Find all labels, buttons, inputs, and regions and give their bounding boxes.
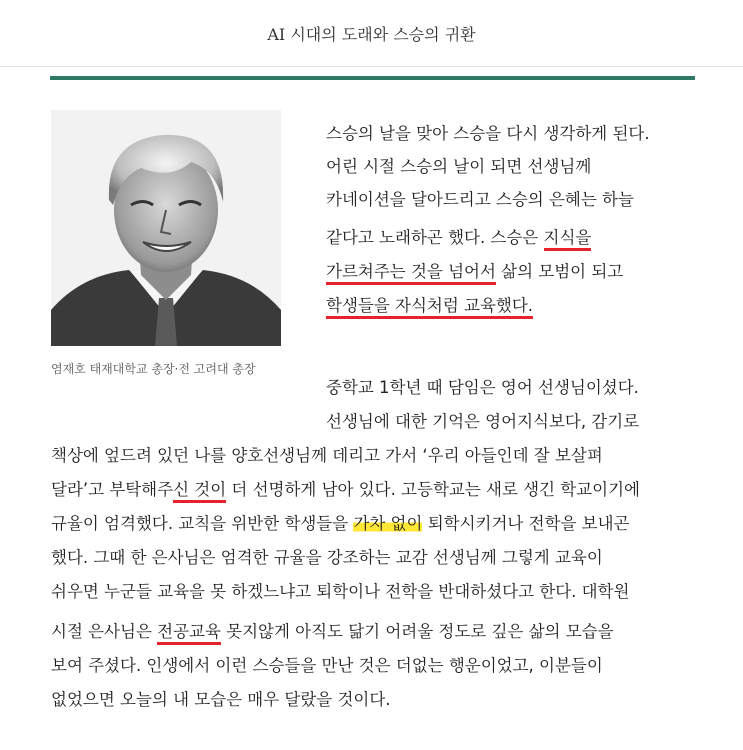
- red-underline-text: 가르쳐주는 것을 넘어서: [326, 262, 496, 285]
- text-segment: 규율이 엄격했다. 교칙을 위반한 학생들을: [51, 514, 354, 533]
- red-underline-text: 지식을: [544, 228, 592, 251]
- yellow-highlight-text: 가차 없이: [353, 514, 423, 533]
- paragraph2-line9: 보여 주셨다. 인생에서 이런 스승들을 만난 것은 더없는 행운이었고, 이분들이: [51, 656, 603, 675]
- page-title: AI 시대의 도래와 스승의 귀환: [267, 25, 476, 44]
- paragraph2-line6: 했다. 그때 한 은사님은 엄격한 규율을 강조하는 교감 선생님께 그렇게 교육이: [51, 548, 603, 567]
- text-segment: 같다고 노래하곤 했다. 스승은: [326, 228, 544, 247]
- paragraph2-line2: 선생님에 대한 기억은 영어지식보다, 감기로: [326, 412, 640, 431]
- portrait-image: [51, 110, 281, 346]
- red-underline-text: 신 것이: [173, 480, 226, 503]
- photo-caption: 염재호 태재대학교 총장·전 고려대 총장: [51, 362, 256, 376]
- header: [0, 0, 743, 67]
- paragraph2-line8: [51, 622, 614, 642]
- text-segment: 못지않게 아직도 닮기 어려울 정도로 깊은 삶의 모습을: [220, 622, 614, 641]
- paragraph2-line3: 책상에 엎드려 있던 나를 양호선생님께 데리고 가서 ‘우리 아들인데 잘 보살펴: [51, 446, 603, 465]
- paragraph1-line4: [326, 228, 591, 248]
- red-underline-text: 전공교육: [157, 622, 221, 645]
- accent-bar: [50, 76, 695, 80]
- paragraph2-line10: 없었으면 오늘의 내 모습은 매우 달랐을 것이다.: [51, 690, 391, 709]
- paragraph1-line1: 스승의 날을 맞아 스승을 다시 생각하게 된다.: [326, 124, 650, 143]
- text-segment: 삶의 모범이 되고: [495, 262, 624, 281]
- paragraph1-line3: 카네이션을 달아드리고 스승의 은혜는 하늘: [326, 190, 634, 209]
- text-segment: 달라’고 부탁해주: [51, 480, 174, 499]
- paragraph1-line2: 어린 시절 스승의 날이 되면 선생님께: [326, 157, 592, 176]
- paragraph1-line6: [326, 296, 533, 316]
- text-segment: 퇴학시키거나 전학을 보내곤: [422, 514, 630, 533]
- paragraph1-line5: [326, 262, 623, 282]
- text-segment: 더 선명하게 남아 있다. 고등학교는 새로 생긴 학교이기에: [226, 480, 640, 499]
- portrait-photo: [51, 110, 281, 346]
- text-segment: 시절 은사님은: [51, 622, 158, 641]
- paragraph2-line4: [51, 480, 640, 500]
- paragraph2-line5: [51, 514, 629, 534]
- paragraph2-line7: 쉬우면 누군들 교육을 못 하겠느냐고 퇴학이나 전학을 반대하셨다고 한다. 대학원: [51, 582, 630, 601]
- red-underline-text: 학생들을 자식처럼 교육했다.: [326, 296, 533, 319]
- paragraph2-line1: 중학교 1학년 때 담임은 영어 선생님이셨다.: [326, 378, 639, 397]
